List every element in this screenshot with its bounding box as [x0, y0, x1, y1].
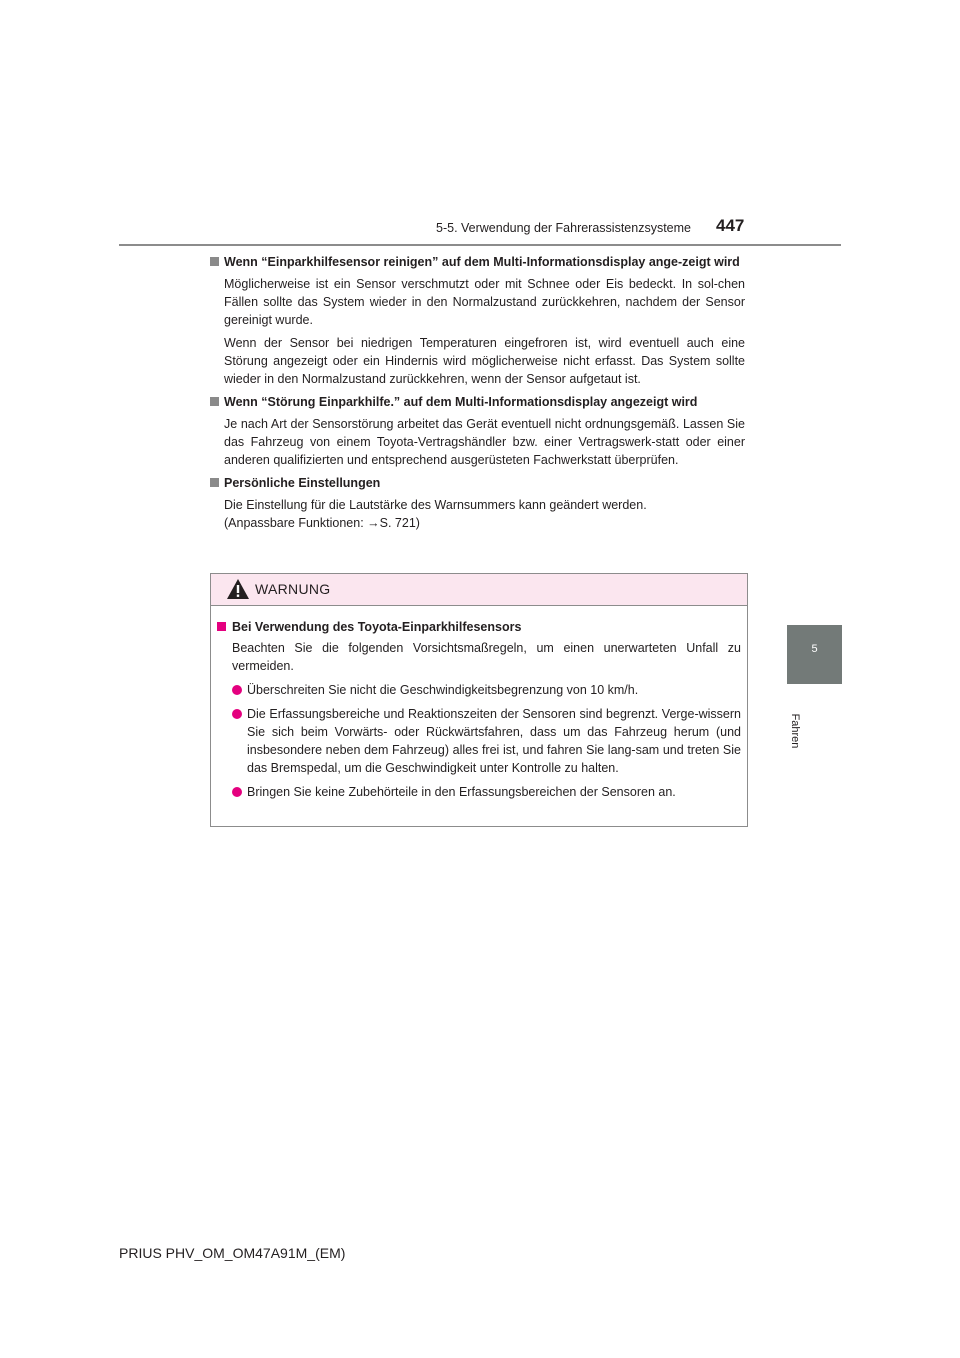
warning-bullet-text: Überschreiten Sie nicht die Geschwindigkeitsbegrenzung von 10 km/h. [247, 683, 639, 697]
section-heading-text: Wenn “Störung Einparkhilfe.” auf dem Multi-Informationsdisplay angezeigt wird [224, 395, 698, 409]
main-content [210, 253, 745, 536]
section-paragraph: Möglicherweise ist ein Sensor verschmutzt oder mit Schnee oder Eis bedeckt. In sol-chen Fällen sollte das System wieder in den Normalzustand zurückkehren, nachdem der Sensor gereinigt wurde. [224, 277, 745, 327]
section-paragraph: (Anpassbare Funktionen: →S. 721) [224, 516, 420, 530]
warning-bullet [232, 681, 741, 699]
warning-intro: Beachten Sie die folgenden Vorsichtsmaßregeln, um einen unerwarteten Unfall zu vermeiden. [232, 641, 741, 673]
warning-heading [217, 618, 741, 636]
round-bullet-icon [232, 709, 242, 719]
section-paragraph: Je nach Art der Sensorstörung arbeitet das Gerät eventuell nicht ordnungsgemäß. Lassen Sie das Fahrzeug von einem Toyota-Vertragshändler bzw. einer Vertragswerk-statt oder einer anderen qualifizierten und entsprechend ausgerüsteten Fachwerkstatt überprüfen. [224, 417, 745, 467]
section-persoenliche-einstellungen [210, 474, 745, 532]
warning-bullet [232, 783, 741, 801]
warning-box [210, 573, 748, 827]
section-heading [210, 253, 745, 271]
section-stoerung-einparkhilfe [210, 393, 745, 469]
square-bullet-icon [210, 257, 219, 266]
section-heading-text: Persönliche Einstellungen [224, 476, 381, 490]
round-bullet-icon [232, 787, 242, 797]
warning-triangle-icon [226, 578, 250, 600]
footer-document-id: PRIUS PHV_OM_OM47A91M_(EM) [119, 1245, 346, 1261]
square-bullet-icon [210, 478, 219, 487]
section-heading-text: Wenn “Einparkhilfesensor reinigen” auf dem Multi-Informationsdisplay ange-zeigt wird [224, 255, 740, 269]
section-einparkhilfesensor-reinigen [210, 253, 745, 388]
chapter-tab: 5 [787, 625, 842, 684]
warning-bullet-text: Bringen Sie keine Zubehörteile in den Erfassungsbereichen der Sensoren an. [247, 785, 676, 799]
header-rule [119, 244, 841, 246]
section-paragraph: Wenn der Sensor bei niedrigen Temperaturen eingefroren ist, wird eventuell auch eine Störung angezeigt oder ein Hindernis wird möglicherweise nicht erfasst. Das System sollte wieder in den Normalzustand zurückkehren, wenn der Sensor aufgetaut ist. [224, 336, 745, 386]
square-bullet-icon [217, 622, 226, 631]
warning-bullet-text: Die Erfassungsbereiche und Reaktionszeiten der Sensoren sind begrenzt. Verge-wissern Sie sich beim Vorwärts- oder Rückwärtsfahren, dass um das Fahrzeug herum (und insbesondere neben dem Fahrzeug) alles frei ist, und fahren Sie lang-sam und treten Sie das Bremspedal, um die Geschwindigkeit unter Kontrolle zu halten. [247, 707, 741, 775]
running-header-section: 5-5. Verwendung der Fahrerassistenzsysteme [436, 221, 691, 235]
round-bullet-icon [232, 685, 242, 695]
warning-body [211, 606, 747, 801]
warning-title: WARNUNG [255, 581, 331, 597]
warning-header [211, 574, 747, 606]
section-heading [210, 393, 745, 411]
warning-bullet [232, 705, 741, 777]
section-heading [210, 474, 745, 492]
warning-heading-text: Bei Verwendung des Toyota-Einparkhilfesensors [232, 620, 522, 634]
square-bullet-icon [210, 397, 219, 406]
section-paragraph: Die Einstellung für die Lautstärke des Warnsummers kann geändert werden. [224, 498, 647, 512]
chapter-label: Fahren [789, 713, 801, 749]
page-number: 447 [716, 216, 745, 235]
